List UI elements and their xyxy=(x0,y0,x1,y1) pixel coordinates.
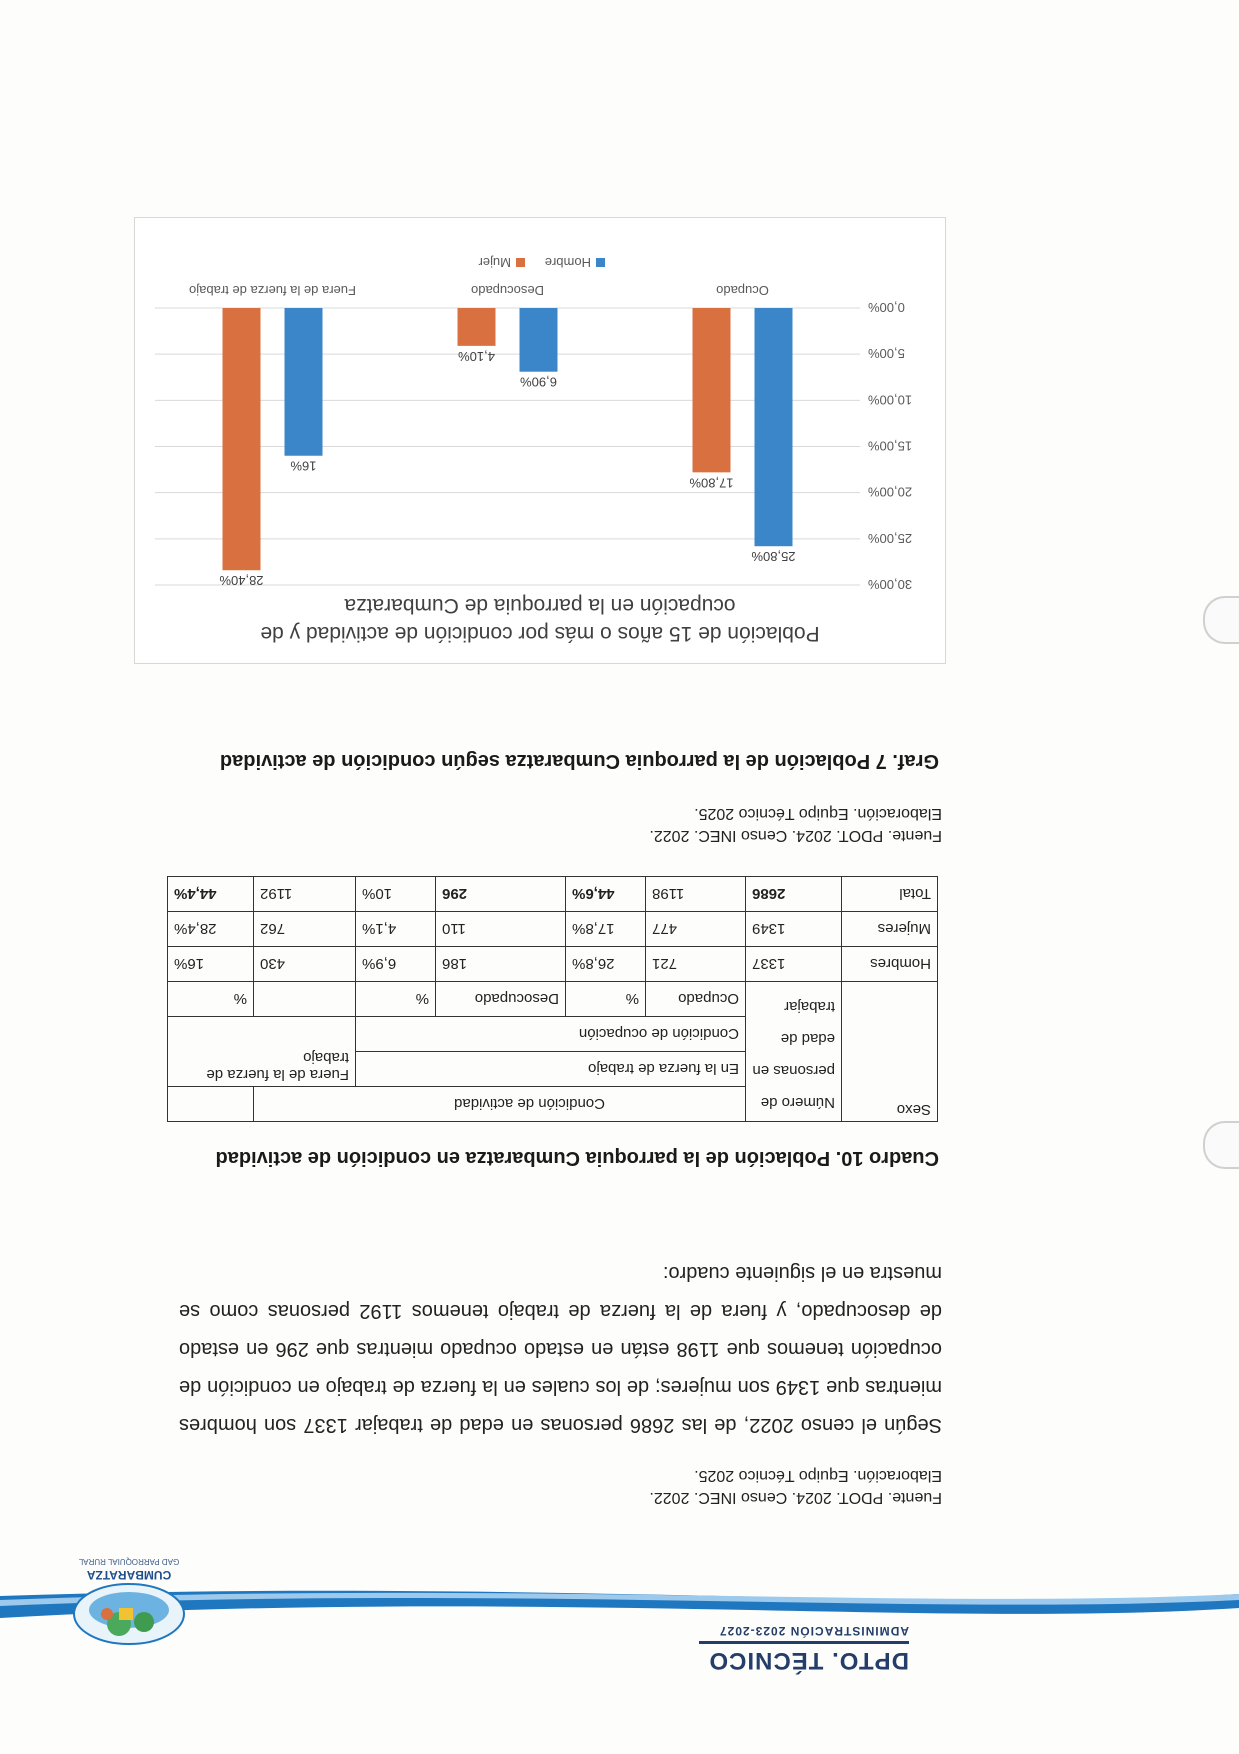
source-note-top xyxy=(649,1465,942,1508)
cell-total: 1349 xyxy=(746,912,842,947)
chart-category-label: Fuera de la fuerza de trabajo xyxy=(189,283,356,298)
cell-pct-ocupado: 17,8% xyxy=(566,912,646,947)
chart-data-label: 25,80% xyxy=(751,549,796,565)
header-pct-ocupado: % xyxy=(566,982,646,1017)
chart-y-ticks xyxy=(868,300,913,592)
chart-bar-mujer xyxy=(458,308,496,346)
body-paragraph: Según el censo 2022, de las 2686 personas en edad de trabajar 1337 son hombres mientras que 1349 son mujeres; de los cuales en la fuerza de trabajo en condición de ocupación tenemos que 1198 están en estado ocupado mientras que 296 en estado de desocupado, y fuera de la fuerza de trabajo tenemos 1192 personas como se muestra en el siguiente cuadro: xyxy=(179,1262,942,1436)
chart-data-label: 17,80% xyxy=(689,475,734,491)
binder-hole xyxy=(1203,596,1239,644)
cell-ocupado: 1198 xyxy=(646,877,746,912)
chart-category-label: Ocupado xyxy=(716,283,769,298)
chart-legend-label: Mujer xyxy=(478,255,511,270)
chart-y-tick-label: 10,00% xyxy=(868,392,913,408)
cell-desocupado: 186 xyxy=(436,947,566,982)
source-fuente: Fuente. PDOT. 2024. Censo INEC. 2022. xyxy=(649,827,942,844)
chart-bar-mujer xyxy=(693,308,731,472)
cell-pct-desocupado: 4,1% xyxy=(356,912,436,947)
chart-title-line1: Población de 15 años o más por condición de actividad y de xyxy=(260,622,820,645)
header-pct-fuera: % xyxy=(168,982,254,1017)
header-condicion-actividad: Condición de actividad xyxy=(254,1087,746,1122)
cell-desocupado: 110 xyxy=(436,912,566,947)
table-row xyxy=(168,947,938,982)
chart-data-label: 4,10% xyxy=(458,348,495,364)
cell-fuera: 762 xyxy=(254,912,356,947)
chart-legend-label: Hombre xyxy=(544,255,591,270)
department-underline xyxy=(699,1641,909,1644)
header-pct-desocupado: % xyxy=(356,982,436,1017)
cell-fuera: 1192 xyxy=(254,877,356,912)
cell-pct-desocupado: 6,9% xyxy=(356,947,436,982)
cell-desocupado: 296 xyxy=(436,877,566,912)
chart-legend xyxy=(478,255,605,270)
logo-name: CUMBARATZA xyxy=(86,1568,172,1582)
header-numero: Número de personas en edad de trabajar xyxy=(746,982,842,1122)
chart-bar-mujer xyxy=(223,308,261,570)
chart-bar-hombre xyxy=(285,308,323,456)
logo-subtitle: GAD PARROQUIAL RURAL xyxy=(78,1557,180,1566)
header-desocupado: Desocupado xyxy=(436,982,566,1017)
chart-category-labels xyxy=(189,283,769,298)
chart-gridlines xyxy=(155,308,860,585)
cell-pct-desocupado: 10% xyxy=(356,877,436,912)
cumbaratza-logo xyxy=(69,1580,189,1650)
cell-total: 1337 xyxy=(746,947,842,982)
administration-period: ADMINISTRACIÓN 2023-2027 xyxy=(718,1624,909,1638)
chart-y-tick-label: 20,00% xyxy=(868,484,913,500)
cell-total: 2686 xyxy=(746,877,842,912)
cell-fuera: 430 xyxy=(254,947,356,982)
chart-y-tick-label: 30,00% xyxy=(868,577,913,592)
table-header-row xyxy=(168,1087,938,1122)
graph-caption: Graf. 7 Población de la parroquia Cumbaratza según condición de actividad xyxy=(219,750,939,772)
header-fuera-empty xyxy=(254,982,356,1017)
activity-table xyxy=(167,876,938,1122)
activity-chart xyxy=(134,217,946,664)
chart-bar-hombre xyxy=(520,308,558,372)
chart-data-label: 16% xyxy=(290,458,317,474)
cell-ocupado: 721 xyxy=(646,947,746,982)
cell-sexo: Total xyxy=(842,877,938,912)
chart-legend-swatch-hombre xyxy=(596,258,605,267)
chart-data-label: 28,40% xyxy=(219,573,264,589)
chart-bar-hombre xyxy=(755,308,793,546)
table-row xyxy=(168,912,938,947)
source-elaboracion: Elaboración. Equipo Técnico 2025. xyxy=(694,1467,942,1485)
chart-bars xyxy=(223,308,793,570)
page-header xyxy=(0,1544,1239,1694)
table-row xyxy=(168,877,938,912)
source-fuente: Fuente. PDOT. 2024. Censo INEC. 2022. xyxy=(649,1489,942,1506)
cell-pct-fuera: 44,4% xyxy=(168,877,254,912)
source-note-table xyxy=(649,803,942,846)
chart-svg xyxy=(135,218,945,663)
cell-ocupado: 477 xyxy=(646,912,746,947)
department-title: DPTO. TÉCNICO xyxy=(708,1647,909,1674)
header-empty xyxy=(168,1087,254,1122)
chart-legend-swatch-mujer xyxy=(516,258,525,267)
chart-y-tick-label: 25,00% xyxy=(868,530,913,546)
header-ocupado: Ocupado xyxy=(646,982,746,1017)
source-elaboracion: Elaboración. Equipo Técnico 2025. xyxy=(694,805,942,823)
chart-category-label: Desocupado xyxy=(471,283,544,298)
chart-title-line2: ocupación en la parroquia de Cumbaratza xyxy=(344,594,736,617)
cell-sexo: Mujeres xyxy=(842,912,938,947)
header-fuera-fuerza: Fuera de la fuerza de trabajo xyxy=(168,1017,356,1087)
header-condicion-ocupacion: Condición de ocupación xyxy=(356,1017,746,1052)
chart-y-tick-label: 5,00% xyxy=(868,346,905,362)
chart-data-label: 6,90% xyxy=(520,374,557,390)
cell-pct-ocupado: 26,8% xyxy=(566,947,646,982)
cell-pct-ocupado: 44,6% xyxy=(566,877,646,912)
header-sexo: Sexo xyxy=(842,982,938,1122)
table-caption: Cuadro 10. Población de la parroquia Cumbaratza en condición de actividad xyxy=(215,1147,939,1169)
cell-sexo: Hombres xyxy=(842,947,938,982)
cell-pct-fuera: 16% xyxy=(168,947,254,982)
cell-pct-fuera: 28,4% xyxy=(168,912,254,947)
chart-y-tick-label: 0,00% xyxy=(868,300,905,315)
header-fuerza-trabajo: En la fuerza de trabajo xyxy=(356,1052,746,1087)
binder-hole xyxy=(1203,1121,1239,1169)
chart-y-tick-label: 15,00% xyxy=(868,438,913,454)
